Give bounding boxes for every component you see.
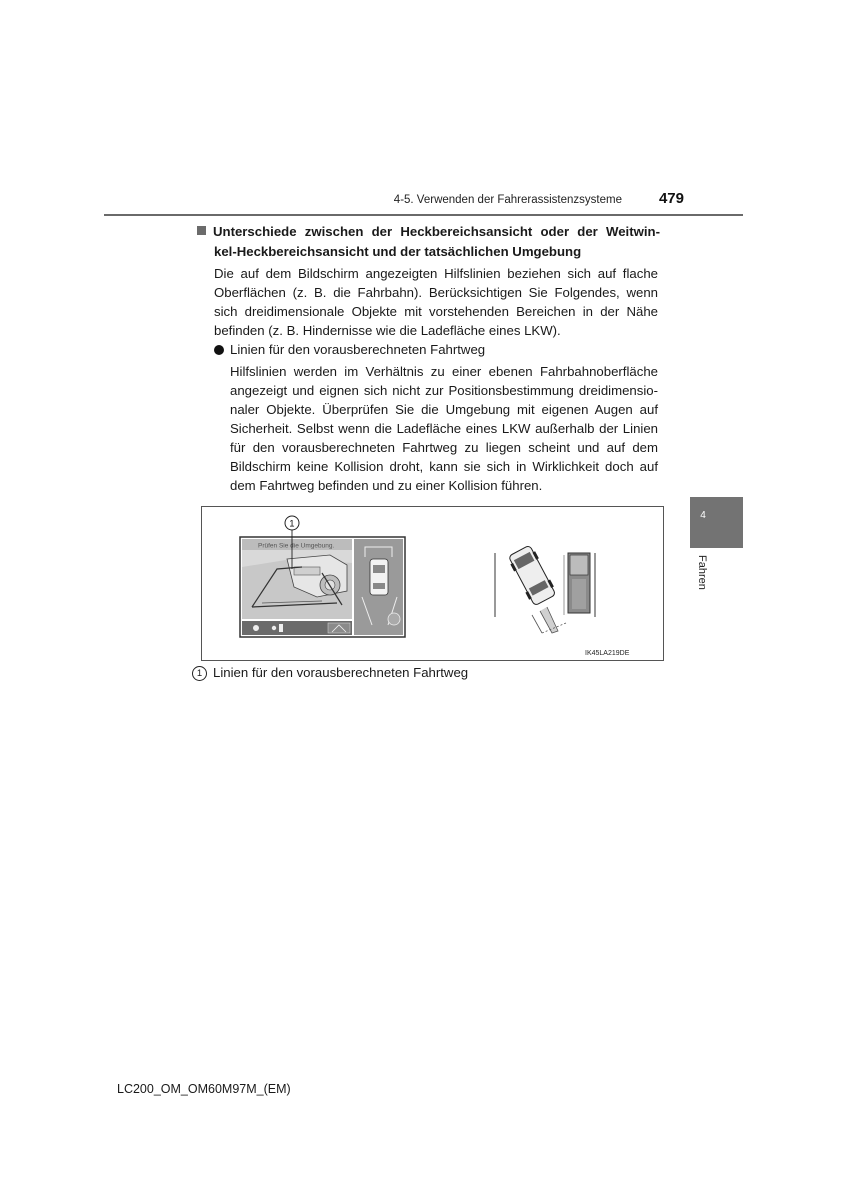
bullet-line: Sicherheit. Selbst wenn die Ladefläche eines LKW außerhalb der Linien	[230, 421, 658, 436]
paragraph-line: sich dreidimensionale Objekte mit vorstehenden Bereichen in der Nähe	[214, 304, 658, 319]
section-heading-line-1: Unterschiede zwischen der Heckbereichsansicht oder der Weitwin-	[197, 222, 660, 242]
header-rule	[104, 214, 743, 216]
chapter-tab-number: 4	[700, 510, 706, 521]
footer-document-code: LC200_OM_OM60M97M_(EM)	[117, 1082, 291, 1096]
chapter-tab	[690, 497, 743, 548]
round-bullet-icon	[214, 345, 224, 355]
overhead-parking-diagram	[495, 544, 595, 633]
section-heading	[197, 222, 660, 262]
svg-text:1: 1	[289, 518, 295, 530]
illustration-figure	[201, 506, 664, 661]
paragraph-line: Oberflächen (z. B. die Fahrbahn). Berücksichtigen Sie Folgendes, wenn	[214, 285, 658, 300]
figure-code: IK45LA219DE	[585, 650, 630, 657]
camera-screen-illustration	[240, 537, 405, 637]
bullet-line: Bildschirm keine Kollision droht, kann sie sich in Wirklichkeit doch auf	[230, 459, 658, 474]
bullet-heading: Linien für den vorausberechneten Fahrtweg	[214, 340, 485, 359]
bullet-line: angezeigt und eignen sich nicht zur Positionsbestimmung dreidimensio-	[230, 383, 658, 398]
paragraph-line: Die auf dem Bildschirm angezeigten Hilfslinien beziehen sich auf flache	[214, 266, 658, 281]
page-number: 479	[658, 190, 684, 207]
bullet-line: Hilfslinien werden im Verhältnis zu einer ebenen Fahrbahnoberfläche	[230, 364, 658, 379]
chapter-tab-label: Fahren	[696, 555, 708, 590]
bullet-line: naler Objekte. Überprüfen Sie die Umgebung mit eigenen Augen auf	[230, 402, 658, 417]
illustration-svg	[202, 507, 663, 660]
bullet-line: dem Fahrtweg befinden und zu einer Kollision führen.	[230, 478, 543, 493]
bullet-line: für den vorausberechneten Fahrtweg zu liegen scheint und auf dem	[230, 440, 658, 455]
screen-message: Prüfen Sie die Umgebung.	[258, 542, 335, 550]
section-heading-line-2: kel-Heckbereichsansicht und der tatsächlichen Umgebung	[214, 244, 582, 259]
square-bullet-icon	[197, 226, 206, 235]
caption-number-icon: 1	[192, 666, 207, 681]
header-section-title: 4-5. Verwenden der Fahrerassistenzsysteme	[393, 194, 622, 206]
bullet-paragraph	[230, 362, 658, 495]
intro-paragraph	[214, 264, 658, 340]
paragraph-line: befinden (z. B. Hindernisse wie die Ladefläche eines LKW).	[214, 323, 561, 338]
figure-caption: 1 Linien für den vorausberechneten Fahrtweg	[192, 664, 468, 682]
